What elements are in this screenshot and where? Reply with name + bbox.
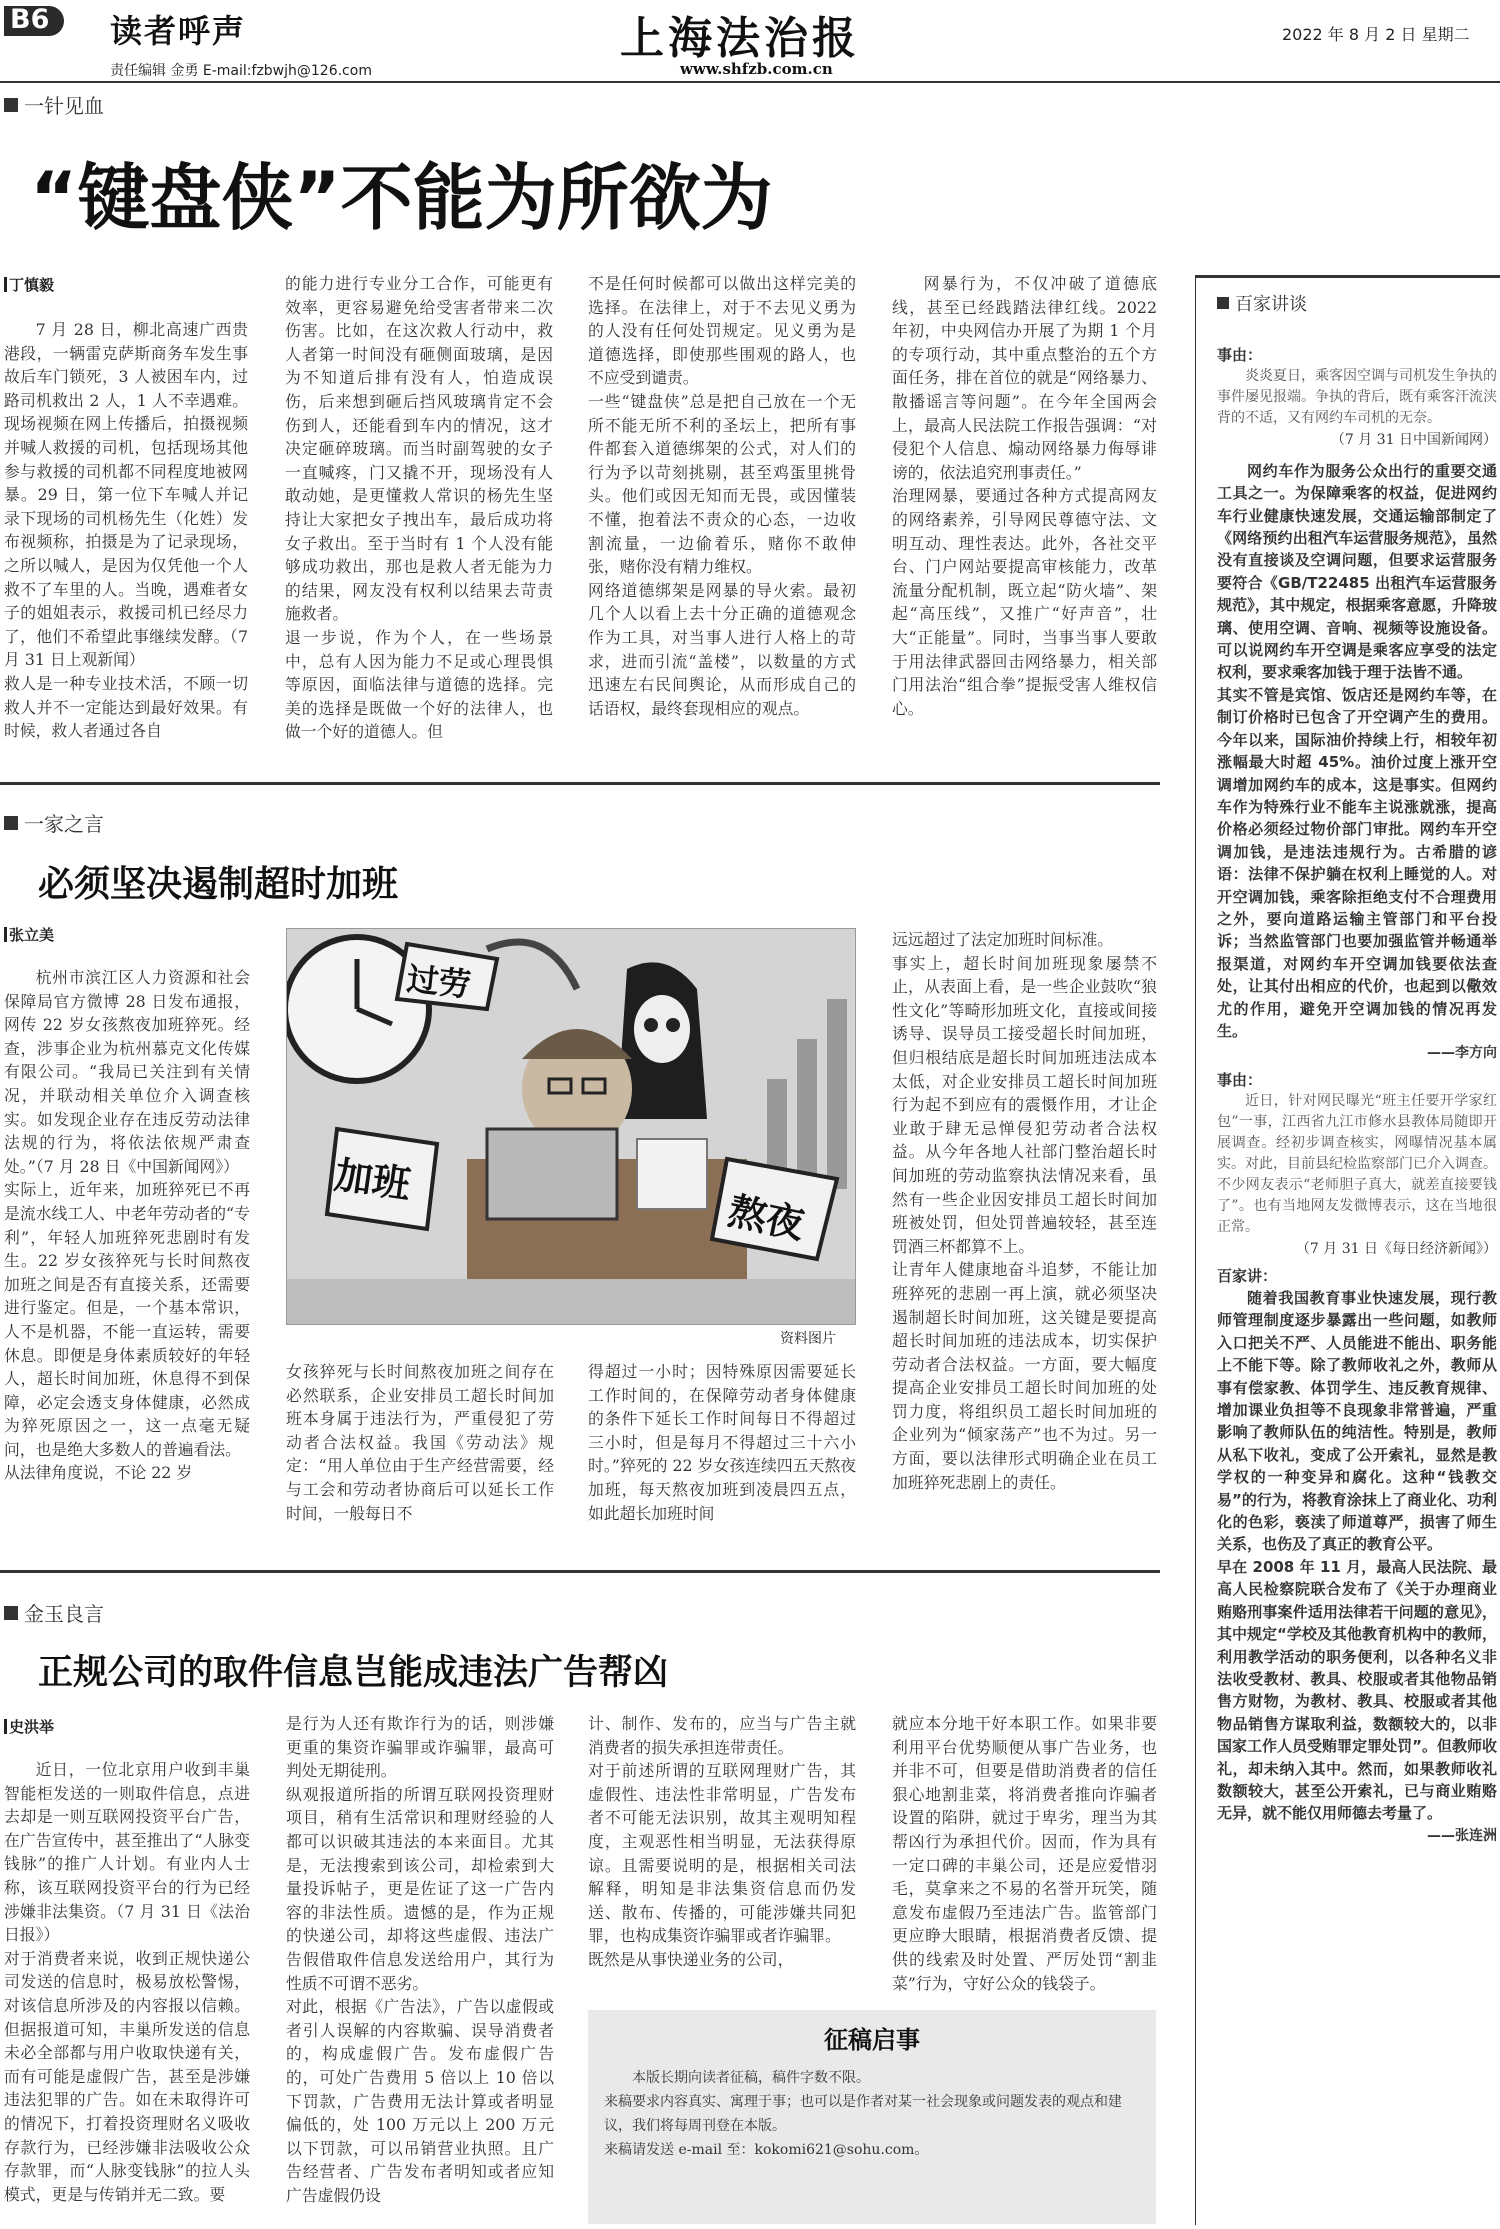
article1-col4: 网暴行为，不仅冲破了道德底线，甚至已经践踏法律红线。2022 年初，中央网信办开展了为期 1 个月的专项行动，其中重点整治的五个方面任务，排在首位的就是“网络暴力、散播谣言等问题”。在今年全国两会上，最高人民法院工作报告强调：“对侵犯个人信息、煽动网络暴力侮辱诽谤的，依法追究刑事责任。” 治理网暴，要通过各种方式提高网友的网络素养，引导网民尊德守法、文明互动、理性表达。此外，各社交平台、门户网站要提高审核能力，改革流量分配机制，既立起“防火墙”、架起“高压线”，又推广“好声音”，壮大“正能量”。同时，当事当事人要敢于用法律武器回击网络暴力，相关部门用法治“组合拳”提振受害人维权信心。 — [892, 274, 1157, 718]
sidebar-label-1: 事由： — [1217, 346, 1263, 364]
article1-col2: 的能力进行专业分工合作，可能更有效率，更容易避免给受害者带来二次伤害。比如，在这次救人行动中，救人者第一时间没有砸侧面玻璃，是因为不知道后排有没有人，怕造成误伤，后来想到砸后挡风玻璃肯定不会伤到人，还能看到车内的情况，这才决定砸碎玻璃。而当时副驾驶的女子一直喊疼，门又撬不开，现场没有人敢动她，是更懂救人常识的杨先生坚持让大家把女子拽出车，最后成功将女子救出。至于当时有 1 个人没有能够成功救出，那也是救人者无能为力的结果，网友没有权利以结果去苛责施救者。 退一步说，作为个人，在一些场景中，总有人因为能力不足或心理畏惧等原因，面临法律与道德的选择。完美的选择是既做一个好的法律人，也做一个好的道德人。但 — [285, 274, 553, 742]
article3-col3: 计、制作、发布的，应当与广告主就消费者的损失承担连带责任。 对于前述所谓的互联网理财广告，其虚假性、违法性非常明显，广告发布者不可能无法识别，故其主观明知程度，主观恶性相当明显，无法获得原谅。且需要说明的是，根据相关司法解释，明知是非法集资信息而仍发送、散布、传播的，可能涉嫌共同犯罪，也构成集资诈骗罪或者诈骗罪。 既然是从事快递业务的公司， — [588, 1714, 856, 1969]
headline-3: 正规公司的取件信息岂能成违法广告帮凶 — [38, 1653, 669, 1693]
masthead: 上海法治报 — [620, 13, 860, 64]
solicit-title: 征稿启事 — [824, 2026, 920, 2054]
article1-col1: 7 月 28 日，柳北高速广西贵港段，一辆雷克萨斯商务车发生事故后车门锁死，3 人被困车内，过路司机救出 2 人，1 人不幸遇难。现场视频在网上传播后，拍摄视频并喊人救援的司机，包括现场其他参与救援的司机都不同程度地被网暴。29 日，第一位下车喊人并记录下现场的司机杨先生（化姓）发布视频称，拍摄是为了记录现场，之所以喊人，是因为仅凭他一个人救不了车里的人。当晚，遇难者女子的姐姐表示，救援司机已经尽力了，他们不希望此事继续发酵。（7 月 31 日上观新闻） 救人是一种专业技术活，不顾一切救人并不一定能达到最好效果。有时候，救人者通过各自 — [4, 320, 248, 741]
article3-col4: 就应本分地干好本职工作。如果非要利用平台优势顺便从事广告业务，也并非不可，但要是借助消费者的信任狠心地割韭菜，将消费者推向诈骗者设置的陷阱，就过于卑劣，理当为其帮凶行为承担代价。因而，作为具有一定口碑的丰巢公司，还是应爱惜羽毛，莫拿来之不易的名誉开玩笑，随意发布虚假乃至违法广告。监管部门更应睁大眼睛，根据消费者反馈、提供的线索及时处置、严厉处罚“割韭菜”行为，守好公众的钱袋子。 — [892, 1714, 1157, 1993]
solicit-text: 本版长期向读者征稿，稿件字数不限。 来稿要求内容真实、寓理于事；也可以是作者对某一社会现象或问题发表的观点和建议，我们将每周刊登在本版。 来稿请发送 e-mail 至：kokomi621@sohu.com。 — [604, 2070, 1122, 2158]
sidebar-signature-2: ——张连洲 — [1427, 1827, 1497, 1844]
cartoon-label-overwork: 过劳 — [404, 959, 473, 1005]
divider-1 — [0, 782, 1160, 785]
issue-date: 2022 年 8 月 2 日 星期二 — [1282, 25, 1470, 44]
solicit-box — [588, 2010, 1156, 2224]
website: www.shfzb.com.cn — [680, 60, 833, 78]
sidebar-commentary-2: 随着我国教育事业快速发展，现行教师管理制度逐步暴露出一些问题，如教师入口把关不严、人员能进不能出、职务能上不能下等。除了教师收礼之外，教师从事有偿家教、体罚学生、违反教育规律、增加课业负担等不良现象非常普遍，严重影响了教师队伍的纯洁性。特别是，教师从私下收礼，变成了公开索礼，显然是教学权的一种变异和腐化。这种“钱教交易”的行为，将教育涂抹上了商业化、功利化的色彩，亵渎了师道尊严，损害了师生关系，也伤及了真正的教育公平。 早在 2008 年 11 月，最高人民法院、最高人民检察院联合发布了《关于办理商业贿赂刑事案件适用法律若干问题的意见》，其中规定“学校及其他教育机构中的教师，利用教学活动的职务便利，以各种名义非法收受教材、教具、校服或者其他物品销售方财物，为教材、教具、校服或者其他物品销售方谋取利益，数额较大的，以非国家工作人员受贿罪定罪处罚”。但教师收礼，却未纳入其中。然而，如果教师收礼数额较大，甚至公开索礼，已与商业贿赂无异，就不能仅用师德去考量了。 — [1217, 1289, 1497, 1823]
sidebar-label-3: 百家讲： — [1217, 1266, 1278, 1285]
sidebar-source-2: （7 月 31 日《每日经济新闻》） — [1295, 1241, 1497, 1258]
article2-col1: 杭州市滨江区人力资源和社会保障局官方微博 28 日发布通报，网传 22 岁女孩熬夜加班猝死。经查，涉事企业为杭州慕克文化传媒有限公司。“我局已关注到有关情况，并联动相关单位介入调查核实。如发现企业存在违反劳动法律法规的行为，将依法依规严肃查处。”（7 月 28 日《中国新闻网》） 实际上，近年来，加班猝死已不再是流水线工人、中老年劳动者的“专利”，年轻人加班猝死悲剧时有发生。22 岁女孩猝死与长时间熬夜加班之间是否有直接关系，还需要进行鉴定。但是，一个基本常识，人不是机器，不能一直运转，需要休息。即便是身体素质较好的年轻人，超长时间加班，休息得不到保障，必定会透支身体健康，必然成为猝死原因之一，这一点毫无疑问，也是绝大多数人的普遍看法。 从法律角度说，不论 22 岁 — [4, 968, 250, 1483]
article2-col2: 女孩猝死与长时间熬夜加班之间存在必然联系，企业安排员工超长时间加班本身属于违法行为，严重侵犯了劳动者合法权益。我国《劳动法》规定：“用人单位由于生产经营需要，经与工会和劳动者协商后可以延长工作时间，一般每日不 — [286, 1362, 554, 1523]
article1-col3: 不是任何时候都可以做出这样完美的选择。在法律上，对于不去见义勇为的人没有任何处罚规定。见义勇为是道德选择，即使那些围观的路人，也不应受到谴责。 一些“键盘侠”总是把自己放在一个无所不能无所不利的圣坛上，把所有事件都套入道德绑架的公式，对人们的行为予以苛刻挑剔，甚至鸡蛋里挑骨头。他们或因无知而无畏，或因懂装不懂，抱着法不责众的心态，一边收割流量，一边偷着乐，赌你不敢伸张，赌你没有精力维权。 网络道德绑架是网暴的导火索。最初几个人以看上去十分正确的道德观念作为工具，对当事人进行人格上的苛求，进而引流“盖楼”，以数量的方式迅速左右民间舆论，从而形成自己的话语权，最终套现相应的观点。 — [588, 274, 856, 718]
cartoon-illustration — [286, 928, 856, 1325]
sidebar-source-1: （7 月 31 日中国新闻网） — [1330, 432, 1497, 449]
column-label-2: 一家之言 — [4, 808, 104, 837]
author-1: 丁慎毅 — [4, 274, 54, 295]
sidebar-signature-1: ——李方向 — [1427, 1045, 1497, 1062]
article3-col1: 近日，一位北京用户收到丰巢智能柜发送的一则取件信息，点进去却是一则互联网投资平台广告，在广告宣传中，甚至推出了“人脉变钱脉”的推广人计划。有业内人士称，该互联网投资平台的行为已经涉嫌非法集资。（7 月 31 日《法治日报》） 对于消费者来说，收到正规快递公司发送的信息时，极易放松警惕，对该信息所涉及的内容报以信赖。但据报道可知，丰巢所发送的信息未必全部都与用户收取快递有关，而有可能是虚假广告，甚至是涉嫌违法犯罪的广告。如在未取得许可的情况下，打着投资理财名义吸收存款行为，已经涉嫌非法吸收公众存款罪，而“人脉变钱脉”的拉人头模式，更是与传销并无二致。要 — [4, 1760, 250, 2204]
cartoon-label-stayup: 熬夜 — [724, 1188, 809, 1248]
header-rule — [0, 81, 1500, 83]
sidebar-quote-1: 炎炎夏日，乘客因空调与司机发生争执的事件屡见报端。争执的背后，既有乘客汗流浃背的不适，又有网约车司机的无奈。 — [1217, 368, 1497, 427]
headline-2: 必须坚决遏制超时加班 — [38, 864, 399, 905]
cartoon-drawing — [287, 929, 856, 1325]
sidebar-quote-2: 近日，针对网民曝光“班主任要开学家红包”一事，江西省九江市修水县教体局随即开展调查。经初步调查核实，网曝情况基本属实。对此，目前县纪检监察部门已介入调查。不少网友表示“老师胆子真大，就差直接要钱了”。也有当地网友发微博表示，这在当地很正常。 — [1217, 1093, 1497, 1236]
sidebar-column-label: 百家讲谈 — [1217, 290, 1307, 316]
article3-col2: 是行为人还有欺诈行为的话，则涉嫌更重的集资诈骗罪或诈骗罪，最高可判处无期徒刑。 纵观报道所指的所谓互联网投资理财项目，稍有生活常识和理财经验的人都可以识破其违法的本来面目。尤其是，无法搜索到该公司，却检索到大量投诉帖子，更是佐证了这一广告内容的非法性质。遗憾的是，作为正规的快递公司，却将这些虚假、违法广告假借取件信息发送给用户，其行为性质不可谓不恶劣。 对此，根据《广告法》，广告以虚假或者引人误解的内容欺骗、误导消费者的，构成虚假广告。发布虚假广告的，可处广告费用 5 倍以上 10 倍以下罚款，广告费用无法计算或者明显偏低的，处 100 万元以上 200 万元以下罚款，可以吊销营业执照。且广告经营者、广告发布者明知或者应知广告虚假仍设 — [286, 1714, 554, 2205]
author-2: 张立美 — [4, 924, 54, 945]
column-label-3: 金玉良言 — [4, 1598, 104, 1627]
headline-1: “键盘侠”不能为所欲为 — [30, 156, 773, 240]
section-name: 读者呼声 — [110, 12, 247, 50]
sidebar-top-rule — [1195, 275, 1500, 278]
page-badge-text: B6 — [10, 4, 50, 35]
editor-line: 责任编辑 金勇 E-mail:fzbwjh@126.com — [110, 63, 372, 79]
sidebar-commentary-1: 网约车作为服务公众出行的重要交通工具之一。为保障乘客的权益，促进网约车行业健康快速发展，交通运输部制定了《网络预约出租汽车运营服务规范》，虽然没有直接谈及空调问题，但要求运营服务要符合《GB/T22485 出租汽车运营服务规范》，其中规定，根据乘客意愿，升降玻璃、使用空调、音响、视频等设施设备。可以说网约车开空调是乘客应享受的法定权利，要求乘客加钱于理于法皆不通。 其实不管是宾馆、饭店还是网约车等，在制订价格时已包含了开空调产生的费用。今年以来，国际油价持续上行，相较年初涨幅最大时超 45%。油价过度上涨开空调增加网约车的成本，这是事实。但网约车作为特殊行业不能车主说涨就涨，提高价格必须经过物价部门审批。网约车开空调加钱，是违法违规行为。古希腊的谚语：法律不保护躺在权利上睡觉的人。对开空调加钱，乘客除拒绝支付不合理费用之外，要向道路运输主管部门和平台投诉；当然监管部门也要加强监管并畅通举报渠道，对网约车开空调加钱要依法查处，让其付出相应的代价，也起到以儆效尤的作用，避免开空调加钱的情况再发生。 — [1217, 461, 1497, 1040]
article2-col4: 远远超过了法定加班时间标准。 事实上，超长时间加班现象屡禁不止，从表面上看，是一些企业鼓吹“狼性文化”等畸形加班文化，直接或间接诱导、误导员工接受超长时间加班，但归根结底是超长时间加班违法成本太低，对企业安排员工超长时间加班行为起不到应有的震慑作用，才让企业敢于肆无忌惮侵犯劳动者合法权益。从今年各地人社部门整治超长时间加班的劳动监察执法情况来看，虽然有一些企业因安排员工超长时间加班被处罚，但处罚普遍较轻，甚至连罚酒三杯都算不上。 让青年人健康地奋斗追梦，不能让加班猝死的悲剧一再上演，就必须坚决遏制超长时间加班，这关键是要提高超长时间加班的违法成本，切实保护劳动者合法权益。一方面，要大幅度提高企业安排员工超长时间加班的处罚力度，将组织员工超长时间加班的企业列为“倾家荡产”也不为过。另一方面，要以法律形式明确企业在员工加班猝死悲剧上的责任。 — [892, 930, 1157, 1492]
divider-2 — [0, 1570, 1160, 1573]
sidebar-label-2: 事由： — [1217, 1070, 1263, 1089]
column-label-1: 一针见血 — [4, 90, 104, 119]
author-3: 史洪举 — [4, 1716, 54, 1737]
image-caption: 资料图片 — [780, 1331, 836, 1347]
article2-col3: 得超过一小时；因特殊原因需要延长工作时间的，在保障劳动者身体健康的条件下延长工作时间每日不得超过三小时，但是每月不得超过三十六小时。”猝死的 22 岁女孩连续四五天熬夜加班，每天熬夜加班到凌晨四五点，如此超长加班时间 — [588, 1362, 856, 1523]
sidebar-left-rule — [1195, 275, 1196, 2225]
sidebar-body — [1217, 340, 1497, 1847]
cartoon-label-overtime: 加班 — [331, 1152, 414, 1208]
